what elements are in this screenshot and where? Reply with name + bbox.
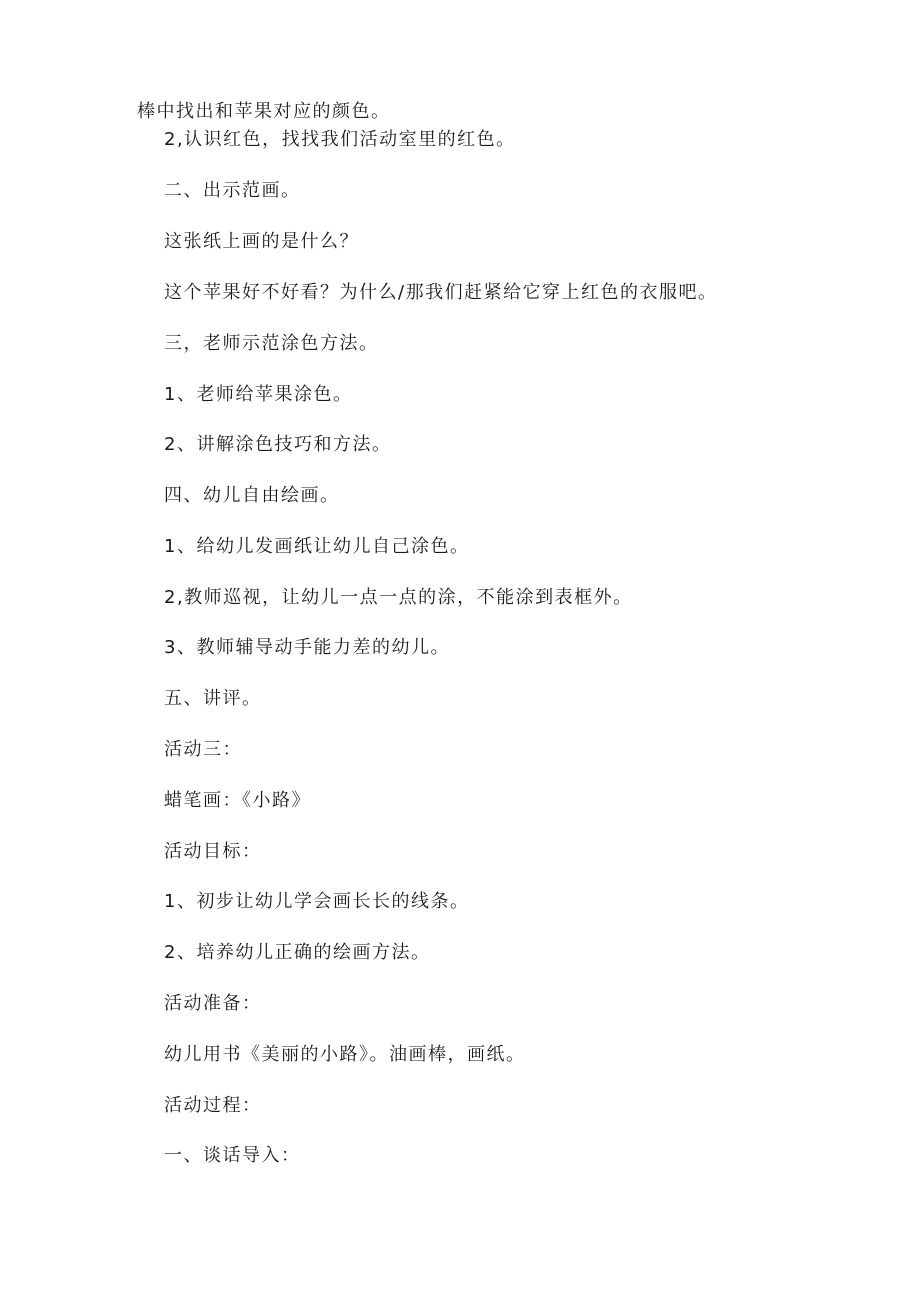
activity-subtitle: 蜡笔画：《小路》	[164, 790, 311, 811]
section-heading: 一、谈话导入：	[164, 1145, 301, 1166]
list-item: 2,教师巡视，让幼儿一点一点的涂，不能涂到表框外。	[164, 587, 633, 608]
section-heading: 活动过程：	[164, 1095, 262, 1116]
section-heading: 四、幼儿自由绘画。	[164, 485, 340, 506]
list-item: 2、讲解涂色技巧和方法。	[164, 434, 392, 455]
list-item: 1、老师给苹果涂色。	[164, 384, 353, 405]
activity-title: 活动三：	[164, 739, 242, 760]
text-line: 这张纸上画的是什么？	[164, 231, 359, 252]
text-line: 幼儿用书《美丽的小路》。油画棒，画纸。	[164, 1044, 526, 1065]
text-line: 这个苹果好不好看？为什么/那我们赶紧给它穿上红色的衣服吧。	[164, 282, 718, 303]
section-heading: 活动准备：	[164, 993, 262, 1014]
list-item: 2、培养幼儿正确的绘画方法。	[164, 942, 431, 963]
list-item: 1、初步让幼儿学会画长长的线条。	[164, 891, 470, 912]
list-item: 1、给幼儿发画纸让幼儿自己涂色。	[164, 536, 470, 557]
section-heading: 二、出示范画。	[164, 180, 301, 201]
list-item: 3、教师辅导动手能力差的幼儿。	[164, 637, 450, 658]
section-heading: 五、讲评。	[164, 688, 262, 709]
section-heading: 活动目标：	[164, 841, 262, 862]
text-line: 2,认识红色，找找我们活动室里的红色。	[164, 129, 516, 150]
section-heading: 三，老师示范涂色方法。	[164, 333, 379, 354]
text-line: 棒中找出和苹果对应的颜色。	[137, 101, 391, 122]
